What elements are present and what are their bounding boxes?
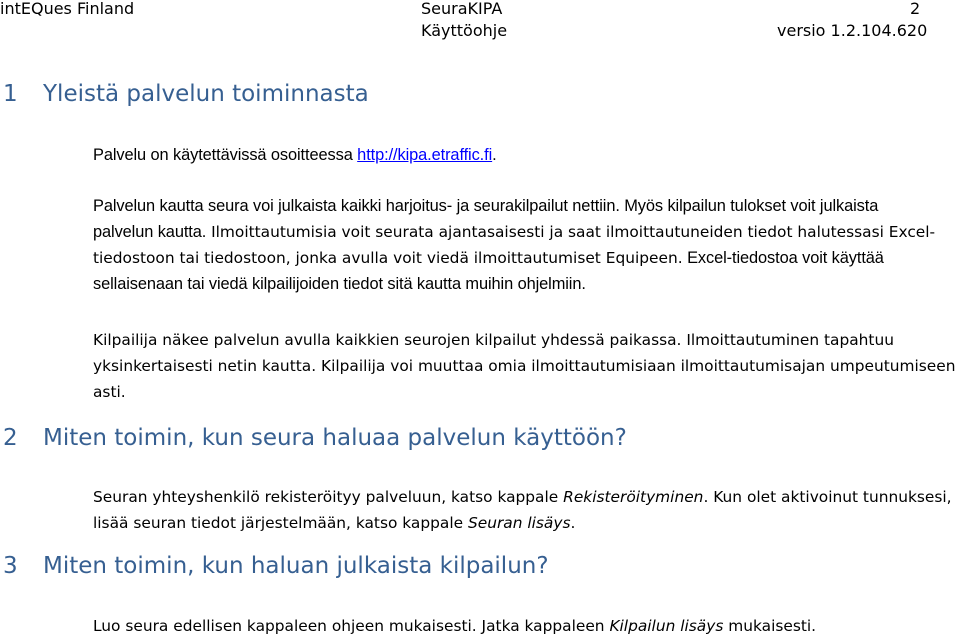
header-page-number: 2	[910, 0, 921, 18]
section-3-number: 3	[3, 553, 18, 579]
section-3-paragraph-1	[93, 613, 960, 637]
paragraph-line: sellaisenaan tai viedä kilpailijoiden tiedot sitä kautta muihin ohjelmiin.	[93, 275, 586, 293]
section-2-title: Miten toimin, kun seura haluaa palvelun käyttöön?	[43, 425, 627, 451]
section-3-heading	[3, 552, 549, 580]
section-2-paragraph-1	[93, 484, 960, 536]
paragraph-text: Ilmoittautumisia voit seurata ajantasaisesti ja saat ilmoittautuneiden tiedot halutessasi Excel-	[206, 223, 936, 241]
section-1-paragraph-2	[93, 193, 960, 297]
header-version: versio 1.2.104.620	[777, 21, 928, 40]
section-1-paragraph-1	[93, 142, 960, 168]
paragraph-text: . Kun olet aktivoinut tunnuksesi,	[703, 488, 952, 506]
header-product: SeuraKIPA	[421, 0, 503, 18]
header-doc-type: Käyttöohje	[421, 21, 508, 40]
paragraph-text: .	[570, 514, 576, 532]
paragraph-text: Excel-tiedostoa voit käyttää	[682, 249, 884, 267]
chapter-reference: Rekisteröityminen	[563, 488, 704, 506]
chapter-reference: Kilpailun lisäys	[609, 617, 724, 635]
section-2-number: 2	[3, 425, 18, 451]
section-2-heading	[3, 424, 627, 452]
paragraph-text: palvelun kautta.	[93, 223, 207, 241]
chapter-reference: Seuran lisäys	[467, 514, 571, 532]
paragraph-line: asti.	[93, 383, 126, 401]
service-link[interactable]: http://kipa.etraffic.fi	[357, 146, 493, 164]
paragraph-text: lisää seuran tiedot järjestelmään, katso kappale	[93, 514, 468, 532]
section-1-number: 1	[3, 81, 18, 107]
paragraph-line: Kilpailija näkee palvelun avulla kaikkien seurojen kilpailut yhdessä paikassa. Ilmoittautuminen tapahtuu	[93, 331, 894, 349]
paragraph-text: Luo seura edellisen kappaleen ohjeen mukaisesti. Jatka kappaleen	[93, 617, 610, 635]
paragraph-text: .	[492, 146, 497, 164]
section-1-paragraph-3	[93, 327, 960, 405]
section-3-title: Miten toimin, kun haluan julkaista kilpailun?	[43, 553, 549, 579]
paragraph-text: Seuran yhteyshenkilö rekisteröityy palveluun, katso kappale	[93, 488, 564, 506]
section-1-title: Yleistä palvelun toiminnasta	[43, 81, 369, 107]
paragraph-line: Palvelun kautta seura voi julkaista kaikki harjoitus- ja seurakilpailut nettiin. Myös kilpailun tulokset voit julkaista	[93, 197, 879, 215]
paragraph-text: Palvelu on käytettävissä osoitteessa	[93, 146, 358, 164]
section-1-heading	[3, 80, 369, 108]
paragraph-line: yksinkertaisesti netin kautta. Kilpailija voi muuttaa omia ilmoittautumisiaan ilmoittautumisajan umpeutumiseen	[93, 357, 956, 375]
header-company: intEQues Finland	[0, 0, 135, 18]
paragraph-text: mukaisesti.	[723, 617, 817, 635]
paragraph-text: tiedostoon tai tiedostoon, jonka avulla voit viedä ilmoittautumiset Equipeen.	[93, 249, 683, 267]
